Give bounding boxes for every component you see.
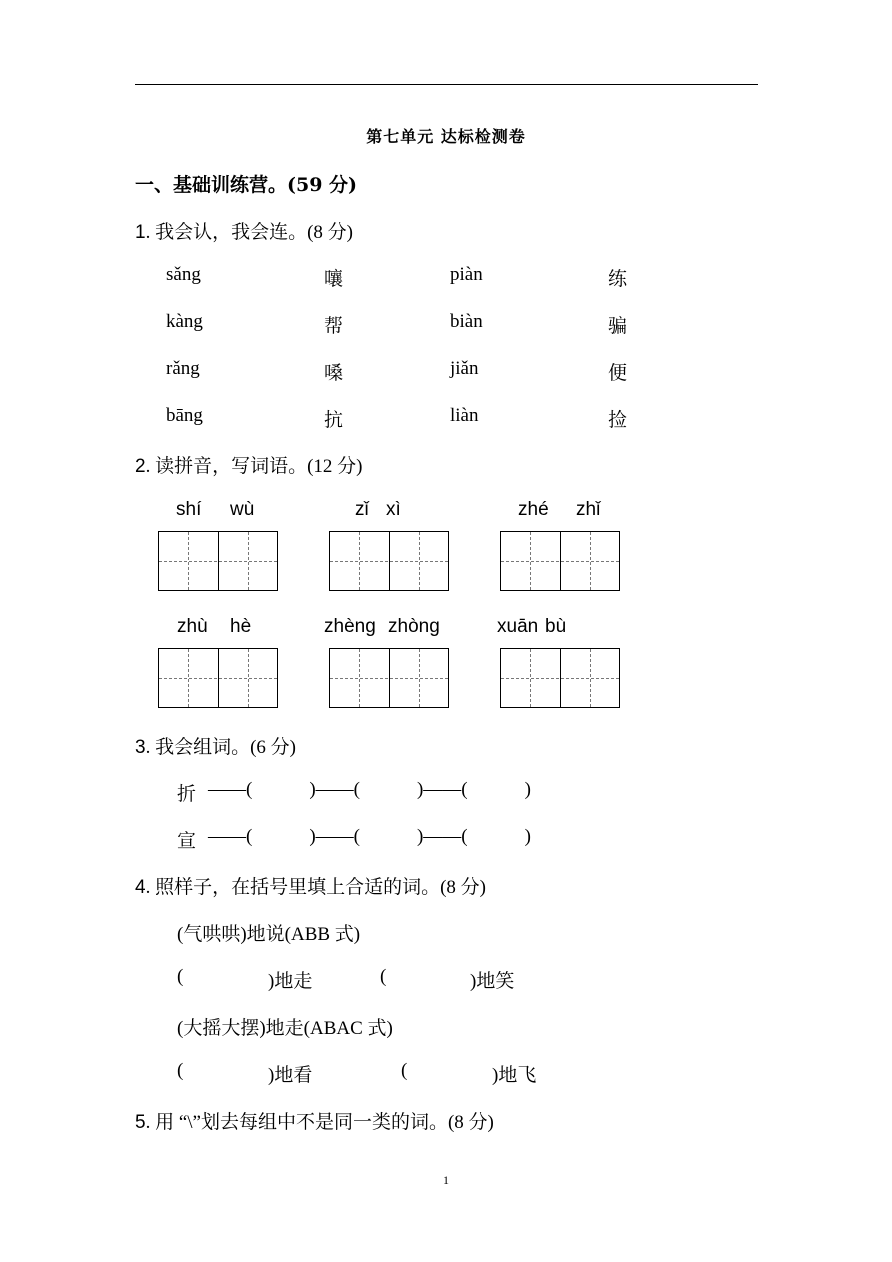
question-text: 我会认，我会连。(8 分) — [155, 222, 353, 243]
paren-open: ( — [401, 1060, 408, 1081]
question-5: 5. 用 “\”划去每组中不是同一类的词。(8 分) — [135, 1112, 494, 1133]
pinyin-cell: bāng — [166, 405, 203, 426]
writing-box[interactable] — [329, 531, 449, 591]
pinyin-label: zhù — [177, 616, 208, 637]
pinyin-label: zǐ — [355, 499, 369, 520]
question-number: 5 — [135, 1112, 146, 1133]
paren-open: ( — [380, 966, 387, 987]
pinyin-label: hè — [230, 616, 252, 637]
pinyin-cell: piàn — [450, 264, 483, 285]
writing-box[interactable] — [158, 531, 278, 591]
pinyin-label: xì — [386, 499, 401, 520]
example-text: (大摇大摆)地走(ABAC 式) — [177, 1018, 393, 1039]
char-cell: 抗 — [324, 410, 344, 431]
pinyin-cell: liàn — [450, 405, 479, 426]
pinyin-label: shí — [176, 499, 202, 520]
char-cell: 帮 — [324, 316, 344, 337]
writing-box[interactable] — [500, 531, 620, 591]
char-cell: 嚷 — [324, 269, 344, 290]
pinyin-label: zhé — [518, 499, 549, 520]
word-blanks[interactable]: ——( )——( )——( ) — [208, 826, 531, 847]
char-cell: 捡 — [608, 410, 628, 431]
question-number: 1 — [135, 222, 146, 243]
char-cell: 嗓 — [324, 363, 344, 384]
pinyin-label: bù — [545, 616, 567, 637]
question-text: 照样子，在括号里填上合适的词。(8 分) — [155, 877, 486, 898]
pinyin-cell: rǎng — [166, 358, 200, 379]
char-cell: 骗 — [608, 316, 628, 337]
example-text: (气哄哄)地说(ABB 式) — [177, 924, 361, 945]
page-title: 第七单元 达标检测卷 — [366, 127, 526, 146]
question-text: 用 “\”划去每组中不是同一类的词。(8 分) — [155, 1112, 494, 1133]
question-number: 3 — [135, 737, 146, 758]
question-number: 4 — [135, 877, 146, 898]
question-text: 我会组词。(6 分) — [155, 737, 296, 758]
page-number: 1 — [443, 1173, 449, 1187]
question-1: 1. 我会认，我会连。(8 分) — [135, 222, 353, 243]
question-4: 4. 照样子，在括号里填上合适的词。(8 分) — [135, 877, 486, 898]
pinyin-cell: sǎng — [166, 264, 201, 285]
word-char: 宣 — [177, 831, 197, 852]
blank-suffix: )地笑 — [470, 971, 515, 992]
char-cell: 练 — [608, 269, 628, 290]
char-cell: 便 — [608, 363, 628, 384]
pinyin-cell: jiǎn — [450, 358, 479, 379]
blank-suffix: )地走 — [268, 971, 313, 992]
question-2: 2. 读拼音，写词语。(12 分) — [135, 456, 363, 477]
pinyin-label: zhǐ — [576, 499, 601, 520]
paren-open: ( — [177, 1060, 184, 1081]
header-rule — [135, 84, 758, 85]
pinyin-cell: biàn — [450, 311, 483, 332]
question-number: 2 — [135, 456, 146, 477]
pinyin-label: zhòng — [388, 616, 440, 637]
question-text: 读拼音，写词语。(12 分) — [155, 456, 363, 477]
word-blanks[interactable]: ——( )——( )——( ) — [208, 779, 531, 800]
writing-box[interactable] — [158, 648, 278, 708]
blank-suffix: )地看 — [268, 1065, 313, 1086]
pinyin-label: wù — [230, 499, 255, 520]
pinyin-label: xuān — [497, 616, 539, 637]
pinyin-cell: kàng — [166, 311, 203, 332]
writing-box[interactable] — [500, 648, 620, 708]
pinyin-label: zhèng — [324, 616, 376, 637]
question-3: 3. 我会组词。(6 分) — [135, 737, 296, 758]
word-char: 折 — [177, 784, 197, 805]
section-heading: 一、基础训练营。(59 分) — [135, 174, 358, 196]
paren-open: ( — [177, 966, 184, 987]
writing-box[interactable] — [329, 648, 449, 708]
blank-suffix: )地飞 — [492, 1065, 537, 1086]
